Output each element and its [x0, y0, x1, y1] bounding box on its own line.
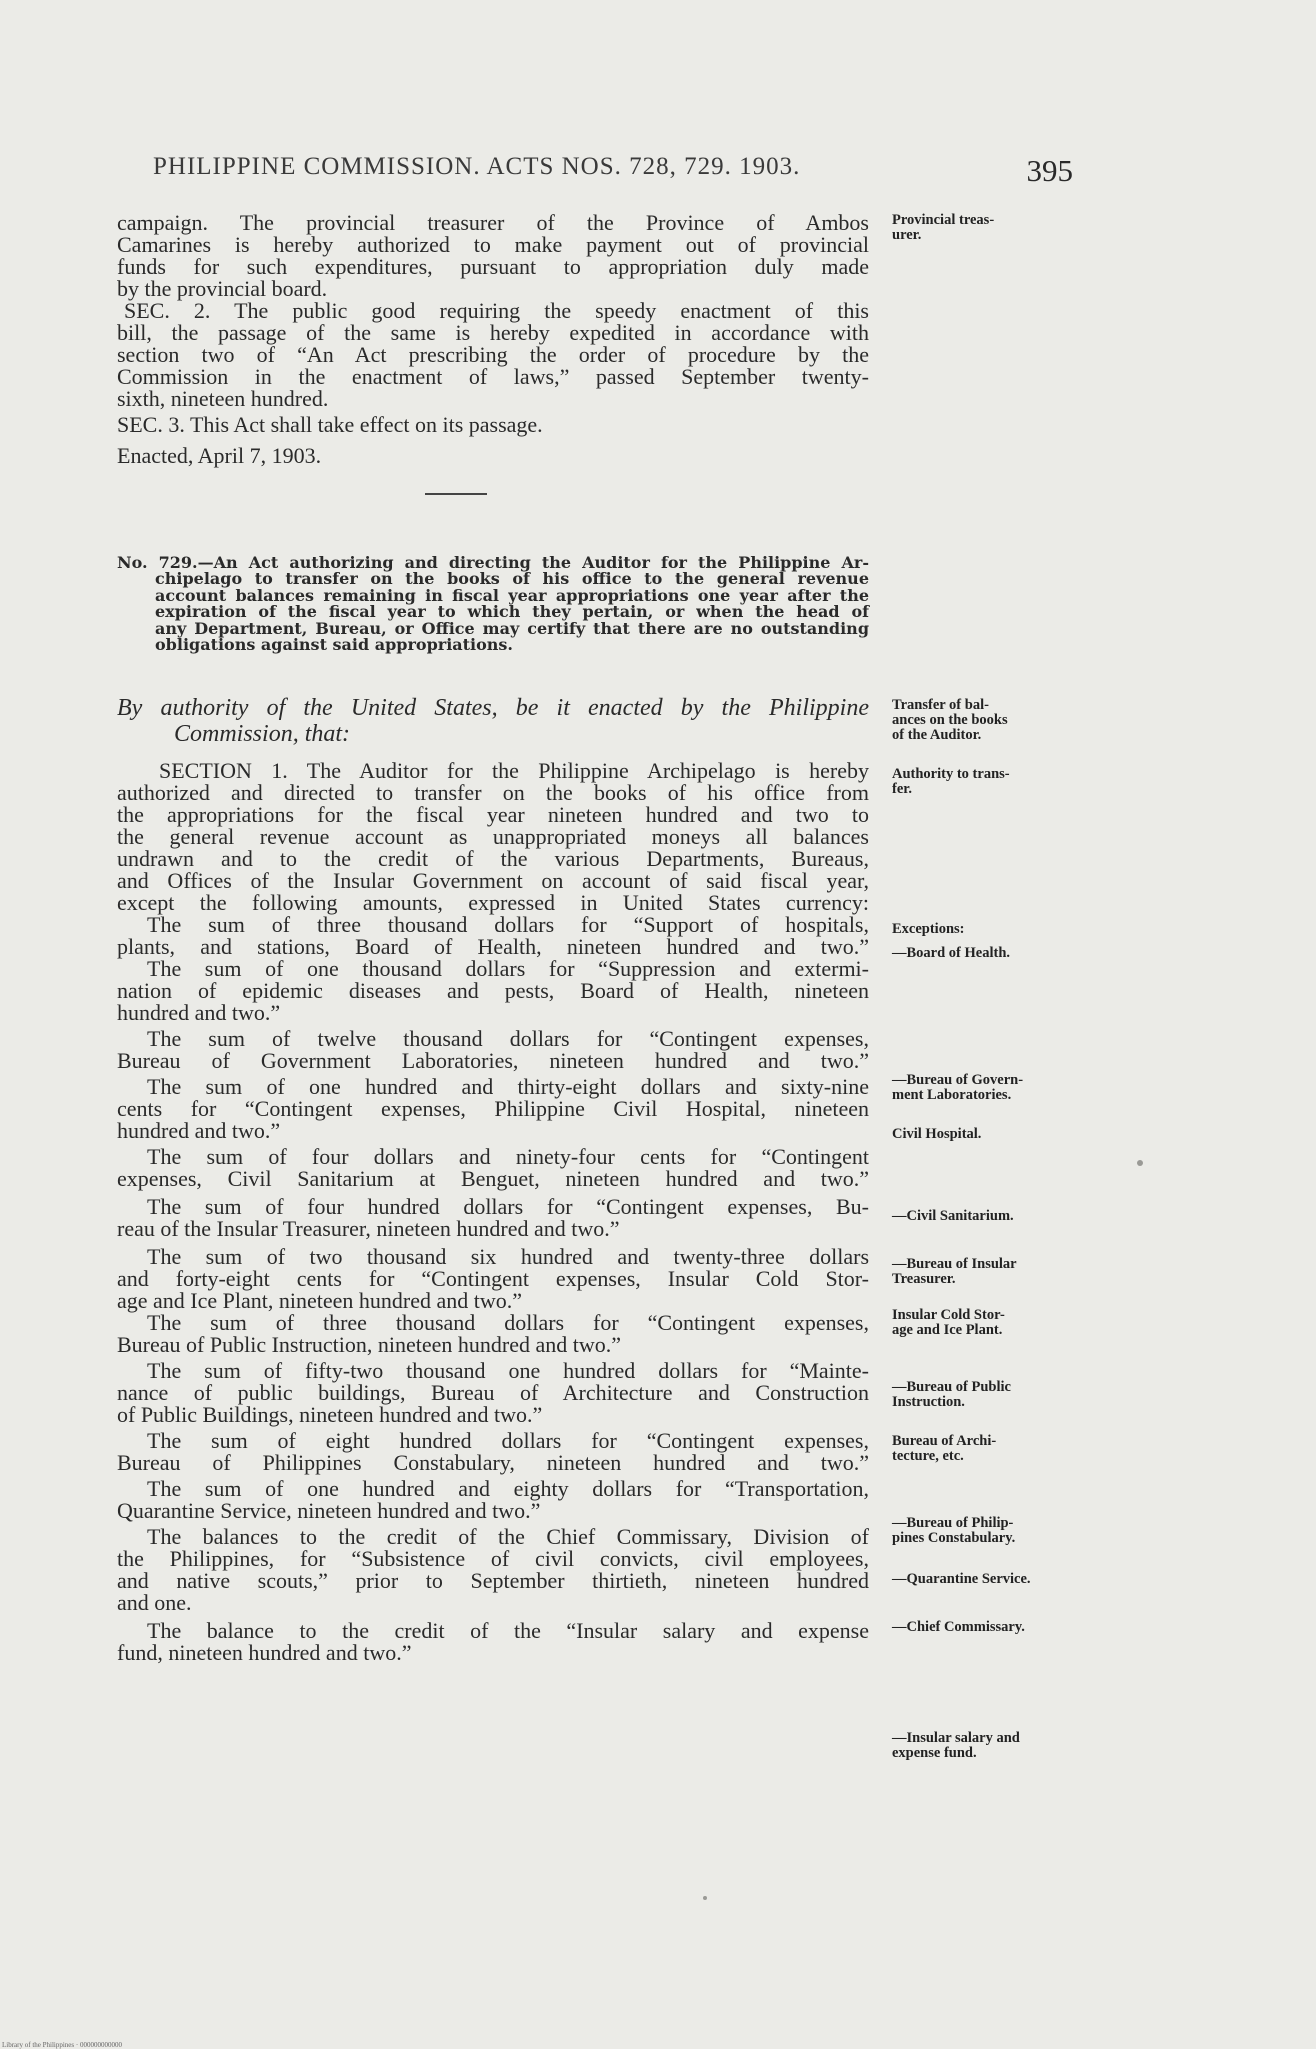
running-head: PHILIPPINE COMMISSION. ACTS NOS. 728, 729. 1903.: [153, 153, 801, 180]
page-number: 395: [1026, 153, 1073, 188]
text-line: age and Ice Plant, nineteen hundred and two.”: [117, 1288, 523, 1313]
text-line: Bureau of Philippines Constabulary, nineteen hundred and two.”: [117, 1450, 869, 1475]
margin-note: —Quarantine Service.: [892, 1571, 1031, 1587]
text-line: The balances to the credit of the Chief Commissary, Division of: [147, 1524, 869, 1549]
text-line: SEC. 3. This Act shall take effect on its passage.: [117, 412, 543, 437]
text-line: fund, nineteen hundred and two.”: [117, 1640, 412, 1665]
text-line: funds for such expenditures, pursuant to appropriation duly made: [117, 254, 869, 279]
text-line: Bureau of Government Laboratories, nineteen hundred and two.”: [117, 1048, 869, 1073]
margin-note: —Board of Health.: [892, 945, 1011, 961]
text-line: The sum of one hundred and thirty-eight dollars and sixty-nine: [147, 1074, 869, 1099]
text-line: Bureau of Public Instruction, nineteen hundred and two.”: [117, 1332, 622, 1357]
text-line: campaign. The provincial treasurer of the Province of Ambos: [117, 210, 869, 235]
margin-note: Provincial treas- urer.: [892, 212, 995, 243]
text-line: and native scouts,” prior to September thirtieth, nineteen hundred: [117, 1568, 869, 1593]
enacting-clause: By authority of the United States, be it enacted by the Philippine Commission, that:: [117, 695, 869, 747]
text-line: authorized and directed to transfer on the books of his office from: [117, 780, 869, 805]
text-line: the appropriations for the fiscal year nineteen hundred and two to: [117, 802, 869, 827]
text-line: and forty-eight cents for “Contingent expenses, Insular Cold Stor-: [117, 1266, 869, 1291]
text-line: of Public Buildings, nineteen hundred and two.”: [117, 1402, 543, 1427]
text-line: The sum of one thousand dollars for “Suppression and extermi-: [147, 956, 869, 981]
enacted-date: Enacted, April 7, 1903.: [117, 443, 322, 468]
scan-footer: Library of the Philippines · 000000000000: [2, 2041, 122, 2049]
text-line: The sum of four hundred dollars for “Contingent expenses, Bu-: [147, 1194, 869, 1219]
text-line: The sum of two thousand six hundred and twenty-three dollars: [147, 1244, 869, 1269]
text-line: The sum of eight hundred dollars for “Contingent expenses,: [147, 1428, 869, 1453]
text-line: The sum of twelve thousand dollars for “Contingent expenses,: [147, 1026, 869, 1051]
text-line: the Philippines, for “Subsistence of civil convicts, civil employees,: [117, 1546, 869, 1571]
margin-note: —Bureau of Public Instruction.: [892, 1379, 1011, 1410]
text-line: cents for “Contingent expenses, Philippine Civil Hospital, nineteen: [117, 1096, 869, 1121]
text-line: The sum of one hundred and eighty dollars for “Transportation,: [147, 1476, 869, 1501]
section-divider: [425, 493, 487, 495]
text-line: hundred and two.”: [117, 1118, 281, 1143]
text-line: plants, and stations, Board of Health, nineteen hundred and two.”: [117, 934, 869, 959]
margin-note: —Bureau of Govern- ment Laboratories.: [892, 1072, 1024, 1103]
margin-note: Transfer of bal- ances on the books of the Auditor.: [892, 697, 1008, 743]
text-line: except the following amounts, expressed in United States currency:: [117, 890, 869, 915]
text-line: reau of the Insular Treasurer, nineteen hundred and two.”: [117, 1216, 620, 1241]
act-729-title: No. 729.—An Act authorizing and directing the Auditor for the Philippine Ar- chipelago to transfer on the books of his office to the general revenue account balances remaining in fiscal year appropriations one year after the expiration of the fiscal year to which they pertain, or when the head of any Department, Bureau, or Office may certify that there are no outstanding obligations against said appropriations.: [117, 553, 869, 655]
margin-note: Civil Hospital.: [892, 1126, 982, 1142]
margin-note: —Insular salary and expense fund.: [892, 1730, 1020, 1761]
text-line: The sum of fifty-two thousand one hundred dollars for “Mainte-: [147, 1358, 869, 1383]
margin-note: Authority to trans- fer.: [892, 766, 1010, 797]
text-line: Camarines is hereby authorized to make payment out of provincial: [117, 232, 869, 257]
scan-speck: [1137, 1160, 1143, 1166]
text-line: by the provincial board.: [117, 276, 328, 301]
text-line: undrawn and to the credit of the various Departments, Bureaus,: [117, 846, 869, 871]
text-line: and Offices of the Insular Government on account of said fiscal year,: [117, 868, 869, 893]
scan-speck: [703, 1896, 707, 1900]
margin-note: —Bureau of Insular Treasurer.: [892, 1256, 1017, 1287]
text-line: The sum of four dollars and ninety-four cents for “Contingent: [147, 1144, 869, 1169]
text-line: nation of epidemic diseases and pests, Board of Health, nineteen: [117, 978, 869, 1003]
margin-note: —Chief Commissary.: [892, 1619, 1025, 1635]
text-line: section two of “An Act prescribing the order of procedure by the: [117, 342, 869, 367]
text-line: The sum of three thousand dollars for “Contingent expenses,: [147, 1310, 869, 1335]
margin-note: Exceptions:: [892, 921, 965, 937]
text-line: The balance to the credit of the “Insular salary and expense: [147, 1618, 869, 1643]
text-line: SEC. 2. The public good requiring the speedy enactment of this: [124, 298, 869, 323]
text-line: and one.: [117, 1590, 192, 1615]
act-729-body: [117, 760, 869, 1790]
text-line: Commission in the enactment of laws,” passed September twenty-: [117, 364, 869, 389]
page-header: [153, 153, 1073, 193]
text-line: bill, the passage of the same is hereby expedited in accordance with: [117, 320, 869, 345]
text-line: expenses, Civil Sanitarium at Benguet, nineteen hundred and two.”: [117, 1166, 869, 1191]
text-line: sixth, nineteen hundred.: [117, 386, 329, 411]
text-line: The sum of three thousand dollars for “Support of hospitals,: [147, 912, 869, 937]
margin-note: —Civil Sanitarium.: [892, 1208, 1014, 1224]
text-line: SECTION 1. The Auditor for the Philippine Archipelago is hereby: [159, 758, 869, 783]
text-line: the general revenue account as unappropriated moneys all balances: [117, 824, 869, 849]
margin-note: Insular Cold Stor- age and Ice Plant.: [892, 1307, 1005, 1338]
margin-note: Bureau of Archi- tecture, etc.: [892, 1433, 997, 1464]
text-line: Quarantine Service, nineteen hundred and two.”: [117, 1498, 541, 1523]
margin-note: —Bureau of Philip- pines Constabulary.: [892, 1515, 1016, 1546]
text-line: hundred and two.”: [117, 1000, 281, 1025]
text-line: nance of public buildings, Bureau of Architecture and Construction: [117, 1380, 869, 1405]
